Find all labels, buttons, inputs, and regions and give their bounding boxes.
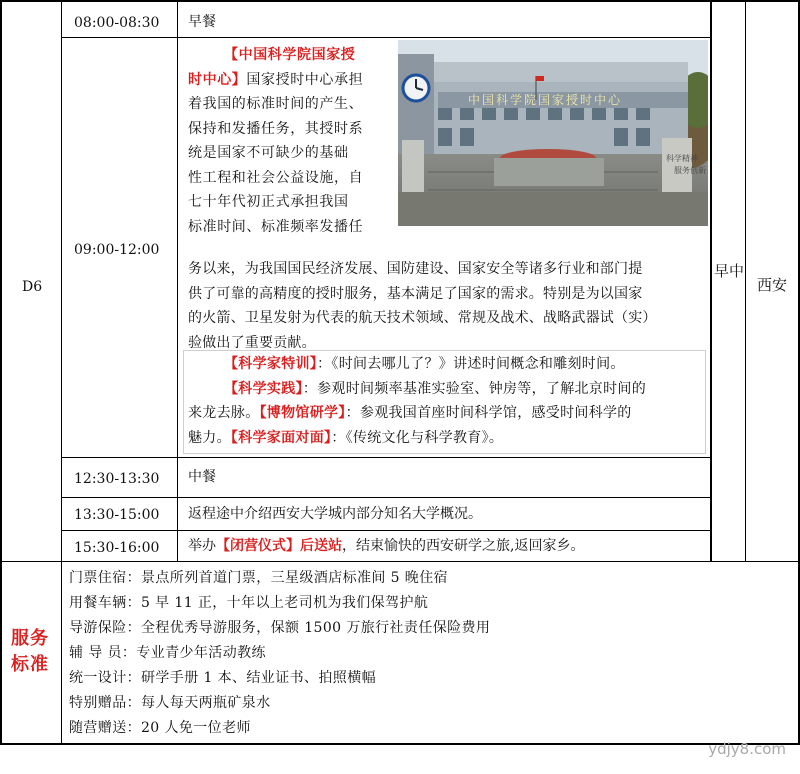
service-item: 门票住宿：景点所列首道门票，三星级酒店标准间 5 晚住宿 — [69, 570, 449, 586]
photo-illustration — [398, 40, 708, 226]
service-item: 统一设计：研学手册 1 本、结业证书、拍照横幅 — [69, 670, 377, 686]
main-text-full: 务以来，为我国国民经济发展、国防建设、国家安全等诸多行业和部门提 供了可靠的高精度的授时服务，基本满足了国家的需求。特别是为以国家 的火箭、卫星发射为代表的航天技术领域、常规及战术、战略武器试（实） 验做出了重要贡献。 — [188, 261, 657, 351]
meal-period: 早中 — [713, 262, 744, 280]
activity-title: 【科学实践】 — [224, 380, 303, 397]
day-label: D6 — [22, 279, 43, 295]
time-slot: 15:30-16:00 — [74, 540, 160, 556]
time-slot: 08:00-08:30 — [74, 15, 160, 31]
city-label: 西安 — [757, 276, 788, 294]
watermark: ydjy8.com — [708, 740, 786, 758]
photo-board-text-1: 科学精神 — [666, 154, 698, 163]
main-text-wrap: 【中国科学院国家授 时中心】国家授时中心承担 着我国的标准时间的产生、 保持和发播任务，其授时系 统是国家不可缺少的基础 性工程和社会公益设施，自 七十年代初正式承担我国 标准时间、标准频率发播任 — [188, 47, 364, 235]
time-slot: 13:30-15:00 — [74, 507, 160, 523]
time-slot: 12:30-13:30 — [74, 471, 160, 487]
closing-highlight: 【闭营仪式】后送站 — [216, 538, 342, 554]
service-item: 辅 导 员：专业青少年活动教练 — [69, 645, 266, 661]
activities-text: 【科学家特训】：《时间去哪儿了？》讲述时间概念和雕刻时间。 【科学实践】：参观时间频率基准实验室、钟房等，了解北京时间的 来龙去脉。【博物馆研学】：参观我国首座时间科学馆，感受时间科学的 魅力。【科学家面对面】：《传统文化与科学教育》。 — [188, 356, 647, 446]
photo-sign-text: 中国科学院国家授时中心 — [468, 93, 623, 107]
activity-title: 【博物馆研学】 — [259, 405, 346, 421]
activity-title: 【科学家特训】 — [224, 356, 318, 372]
section-heading: 【中国科学院国家授 — [224, 47, 356, 63]
row-content: 早餐 — [188, 14, 216, 30]
service-item: 用餐车辆：5 早 11 正，十年以上老司机为我们保驾护航 — [69, 595, 429, 611]
row-content: 返程途中介绍西安大学城内部分知名大学概况。 — [188, 506, 482, 522]
activity-title: 【科学家面对面】 — [230, 429, 332, 446]
service-item: 特别赠品：每人每天两瓶矿泉水 — [69, 695, 271, 711]
time-slot: 09:00-12:00 — [74, 242, 160, 258]
row-content: 中餐 — [188, 469, 216, 485]
service-label-line2: 标准 — [11, 654, 49, 675]
service-label-line1: 服务 — [11, 628, 49, 649]
services-list — [69, 566, 789, 741]
service-item: 随营赠送：20 人免一位老师 — [69, 720, 251, 736]
row-content — [188, 536, 584, 556]
time-center-photo — [398, 40, 708, 226]
photo-board-text-2: 服务创新 — [674, 166, 706, 175]
closing-prefix: 举办 — [188, 538, 216, 554]
service-item: 导游保险：全程优秀导游服务，保额 1500 万旅行社责任保险费用 — [69, 620, 491, 636]
closing-suffix: ，结束愉快的西安研学之旅,返回家乡。 — [342, 538, 585, 554]
